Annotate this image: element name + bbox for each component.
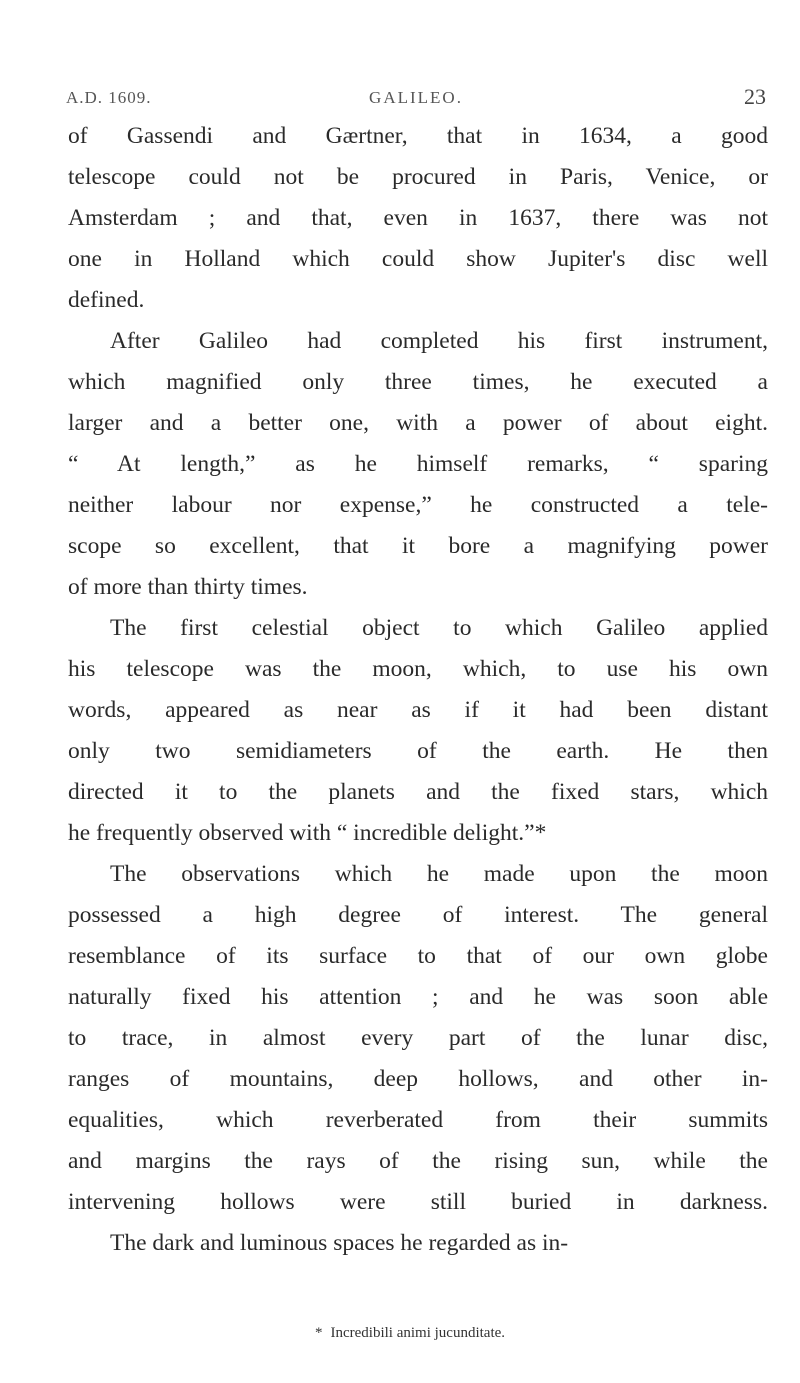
text-line: and margins the rays of the rising sun, while the	[68, 1148, 768, 1174]
running-head-date: A.D. 1609.	[66, 88, 152, 107]
text-line: “ At length,” as he himself remarks, “ sparing	[68, 451, 768, 477]
running-head	[66, 84, 766, 114]
text-line: After Galileo had completed his first instrument,	[110, 328, 768, 354]
text-line: neither labour nor expense,” he constructed a tele-	[68, 492, 768, 518]
text-line: telescope could not be procured in Paris, Venice, or	[68, 164, 768, 190]
text-line: The dark and luminous spaces he regarded as in-	[110, 1230, 569, 1256]
text-line: naturally fixed his attention ; and he was soon able	[68, 984, 768, 1010]
text-line: intervening hollows were still buried in darkness.	[68, 1189, 768, 1215]
text-line: The first celestial object to which Galileo applied	[110, 615, 768, 641]
page-number: 23	[744, 84, 766, 109]
text-line: only two semidiameters of the earth. He then	[68, 738, 768, 764]
text-line: The observations which he made upon the moon	[110, 861, 768, 887]
text-line: he frequently observed with “ incredible delight.”*	[68, 820, 547, 846]
text-line: directed it to the planets and the fixed stars, which	[68, 779, 768, 805]
footnote-marker: *	[314, 1325, 323, 1341]
text-line: of Gassendi and Gærtner, that in 1634, a good	[68, 123, 768, 149]
text-line: equalities, which reverberated from their summits	[68, 1107, 768, 1133]
text-line: possessed a high degree of interest. The general	[68, 902, 768, 928]
text-line: one in Holland which could show Jupiter's disc well	[68, 246, 768, 272]
text-line: ranges of mountains, deep hollows, and other in-	[68, 1066, 768, 1092]
text-line: defined.	[68, 287, 145, 313]
text-line: to trace, in almost every part of the lunar disc,	[68, 1025, 768, 1051]
text-line: larger and a better one, with a power of about eight.	[68, 410, 768, 436]
footnote	[0, 1325, 800, 1342]
text-line: which magnified only three times, he executed a	[68, 369, 768, 395]
body-text	[68, 116, 768, 1264]
text-line: resemblance of its surface to that of our own globe	[68, 943, 768, 969]
text-line: words, appeared as near as if it had been distant	[68, 697, 768, 723]
running-head-title: GALILEO.	[369, 88, 463, 107]
text-line: of more than thirty times.	[68, 574, 308, 600]
text-line: his telescope was the moon, which, to use his own	[68, 656, 768, 682]
footnote-text: Incredibili animi jucunditate.	[330, 1325, 506, 1341]
text-line: scope so excellent, that it bore a magnifying power	[68, 533, 768, 559]
text-line: Amsterdam ; and that, even in 1637, there was not	[68, 205, 768, 231]
